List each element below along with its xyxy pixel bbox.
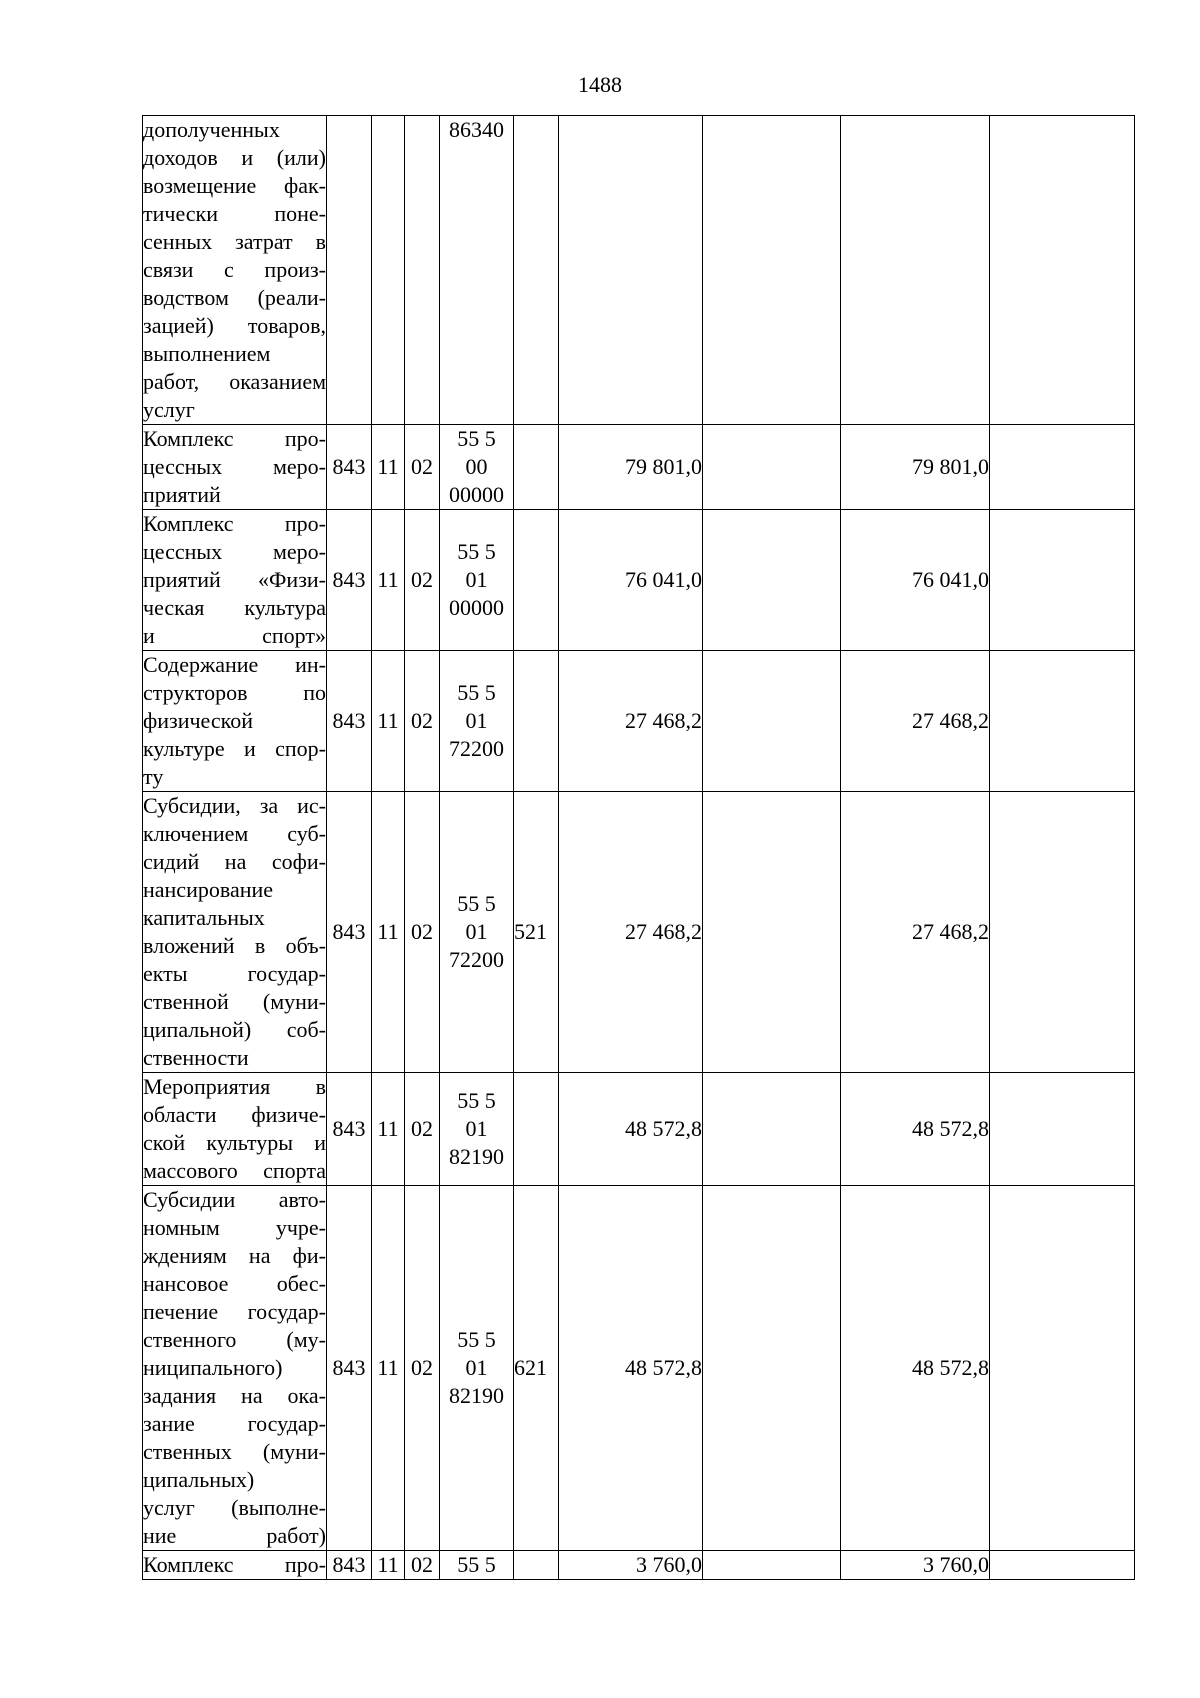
row-name-line: задания на ока- [143,1383,326,1408]
section-code-cell: 11 [372,425,405,510]
target-article-line: 72200 [449,736,504,761]
ministry-code-cell: 843 [327,1551,372,1580]
table-row [143,510,1135,651]
row-name-line: структоров по [143,680,326,705]
expense-type-cell [514,1551,559,1580]
row-name-line: Субсидии авто- [143,1187,326,1212]
row-name-line: цессных меро- [143,539,326,564]
target-article-line: 55 5 [457,1327,496,1352]
target-article-line: 01 [465,1116,488,1141]
target-article-line: 72200 [449,947,504,972]
table-row [143,1073,1135,1186]
target-article-cell [440,425,514,510]
row-name-line: зание государ- [143,1411,326,1436]
subsection-code-cell: 02 [405,1186,440,1551]
target-article-line: 55 5 [457,891,496,916]
amount-cell-3: 79 801,0 [841,425,990,510]
amount-cell-3: 3 760,0 [841,1551,990,1580]
subsection-code-cell: 02 [405,1073,440,1186]
row-name-line: массового спорта [143,1158,326,1183]
amount-cell-1: 27 468,2 [559,792,703,1073]
table-body [143,116,1135,1580]
row-name-line: и спорт» [143,623,326,648]
target-article-cell [440,651,514,792]
row-name-line: водством (реали- [143,285,326,310]
ministry-code-cell: 843 [327,651,372,792]
subsection-code-cell: 02 [405,425,440,510]
section-code-cell: 11 [372,792,405,1073]
budget-table [142,115,1135,1580]
row-name-line: услуг (выполне- [143,1495,326,1520]
row-name-line: приятий «Физи- [143,567,326,592]
target-article-line: 01 [465,1355,488,1380]
row-name-cell [143,1551,327,1580]
row-name-cell [143,1186,327,1551]
row-name-line: вложений в объ- [143,933,326,958]
row-name-line: ственности [143,1045,249,1070]
row-name-line: цессных меро- [143,454,326,479]
ministry-code-cell: 843 [327,425,372,510]
amount-cell-3: 48 572,8 [841,1186,990,1551]
row-name-line: области физиче- [143,1102,326,1127]
row-name-line: сидий на софи- [143,849,326,874]
amount-cell-4 [990,510,1135,651]
ministry-code-cell [327,116,372,425]
row-name-line: культуре и спор- [143,736,326,761]
table-row [143,116,1135,425]
row-name-line: связи с произ- [143,257,326,282]
row-name-line: Содержание ин- [143,652,326,677]
subsection-code-cell: 02 [405,510,440,651]
table-row [143,1551,1135,1580]
expense-type-cell [514,1073,559,1186]
target-article-line: 55 5 [457,680,496,705]
section-code-cell [372,116,405,425]
row-name-line: нансовое обес- [143,1271,326,1296]
row-name-line: ципальных) [143,1467,255,1492]
expense-type-cell [514,651,559,792]
target-article-line: 00000 [449,482,504,507]
amount-cell-3: 48 572,8 [841,1073,990,1186]
target-article-line: 82190 [449,1144,504,1169]
target-article-line: 86340 [449,117,504,142]
amount-cell-4 [990,651,1135,792]
row-name-line: Мероприятия в [143,1074,326,1099]
row-name-line: Комплекс про- [143,511,326,536]
target-article-cell [440,116,514,425]
amount-cell-2 [703,116,841,425]
subsection-code-cell: 02 [405,651,440,792]
ministry-code-cell: 843 [327,792,372,1073]
row-name-cell [143,651,327,792]
row-name-line: услуг [143,397,195,422]
expense-type-cell: 621 [514,1186,559,1551]
section-code-cell: 11 [372,651,405,792]
amount-cell-1 [559,116,703,425]
target-article-line: 55 5 [457,539,496,564]
row-name-line: зацией) товаров, [143,313,326,338]
amount-cell-2 [703,1186,841,1551]
amount-cell-1: 48 572,8 [559,1186,703,1551]
section-code-cell: 11 [372,1186,405,1551]
section-code-cell: 11 [372,510,405,651]
row-name-line: доходов и (или) [143,145,326,170]
amount-cell-4 [990,1186,1135,1551]
row-name-line: выполнением [143,341,271,366]
subsection-code-cell: 02 [405,1551,440,1580]
page-number: 1488 [578,72,622,97]
row-name-line: возмещение фак- [143,173,326,198]
ministry-code-cell: 843 [327,1073,372,1186]
subsection-code-cell: 02 [405,792,440,1073]
row-name-line: сенных затрат в [143,229,326,254]
amount-cell-2 [703,510,841,651]
row-name-cell [143,425,327,510]
table-row [143,651,1135,792]
row-name-line: ственных (муни- [143,1439,326,1464]
row-name-line: капитальных [143,905,265,930]
row-name-line: номным учре- [143,1215,326,1240]
amount-cell-1: 3 760,0 [559,1551,703,1580]
row-name-cell [143,116,327,425]
row-name-line: ту [143,764,164,789]
expense-type-cell [514,116,559,425]
target-article-line: 55 5 [457,1088,496,1113]
amount-cell-2 [703,1551,841,1580]
row-name-line: екты государ- [143,961,326,986]
amount-cell-4 [990,1551,1135,1580]
row-name-line: ственного (му- [143,1327,326,1352]
amount-cell-1: 76 041,0 [559,510,703,651]
row-name-line: ждениям на фи- [143,1243,326,1268]
target-article-line: 01 [465,919,488,944]
amount-cell-1: 48 572,8 [559,1073,703,1186]
table-row [143,792,1135,1073]
amount-cell-2 [703,425,841,510]
target-article-cell [440,792,514,1073]
amount-cell-4 [990,792,1135,1073]
amount-cell-4 [990,116,1135,425]
row-name-line: физической [143,708,253,733]
row-name-line: ческая культура [143,595,326,620]
row-name-line: работ, оказанием [143,369,326,394]
amount-cell-4 [990,425,1135,510]
row-name-cell [143,792,327,1073]
amount-cell-3: 76 041,0 [841,510,990,651]
target-article-line: 00 [465,454,488,479]
amount-cell-1: 79 801,0 [559,425,703,510]
row-name-cell [143,1073,327,1186]
table-row [143,1186,1135,1551]
row-name-line: тически поне- [143,201,326,226]
target-article-line: 82190 [449,1383,504,1408]
target-article-line: 00000 [449,595,504,620]
row-name-line: печение государ- [143,1299,326,1324]
row-name-line: ние работ) [143,1523,326,1548]
row-name-line: ской культуры и [143,1130,326,1155]
expense-type-cell [514,425,559,510]
expense-type-cell: 521 [514,792,559,1073]
amount-cell-2 [703,1073,841,1186]
amount-cell-3: 27 468,2 [841,792,990,1073]
amount-cell-2 [703,792,841,1073]
target-article-cell [440,510,514,651]
amount-cell-3 [841,116,990,425]
amount-cell-3: 27 468,2 [841,651,990,792]
amount-cell-2 [703,651,841,792]
target-article-cell [440,1551,514,1580]
row-name-line: дополученных [143,117,280,142]
section-code-cell: 11 [372,1551,405,1580]
table-row [143,425,1135,510]
row-name-line: нансирование [143,877,274,902]
target-article-line: 01 [465,567,488,592]
row-name-line: ципальной) соб- [143,1017,326,1042]
row-name-line: ниципального) [143,1355,283,1380]
row-name-line: Комплекс про- [143,426,326,451]
expense-type-cell [514,510,559,651]
target-article-line: 01 [465,708,488,733]
target-article-cell [440,1073,514,1186]
amount-cell-1: 27 468,2 [559,651,703,792]
row-name-line: Комплекс про- [143,1552,326,1577]
row-name-cell [143,510,327,651]
subsection-code-cell [405,116,440,425]
target-article-cell [440,1186,514,1551]
row-name-line: ственной (муни- [143,989,326,1014]
section-code-cell: 11 [372,1073,405,1186]
row-name-line: Субсидии, за ис- [143,793,326,818]
target-article-line: 55 5 [457,1552,496,1577]
row-name-line: ключением суб- [143,821,326,846]
target-article-line: 55 5 [457,426,496,451]
ministry-code-cell: 843 [327,510,372,651]
row-name-line: приятий [143,482,221,507]
amount-cell-4 [990,1073,1135,1186]
ministry-code-cell: 843 [327,1186,372,1551]
